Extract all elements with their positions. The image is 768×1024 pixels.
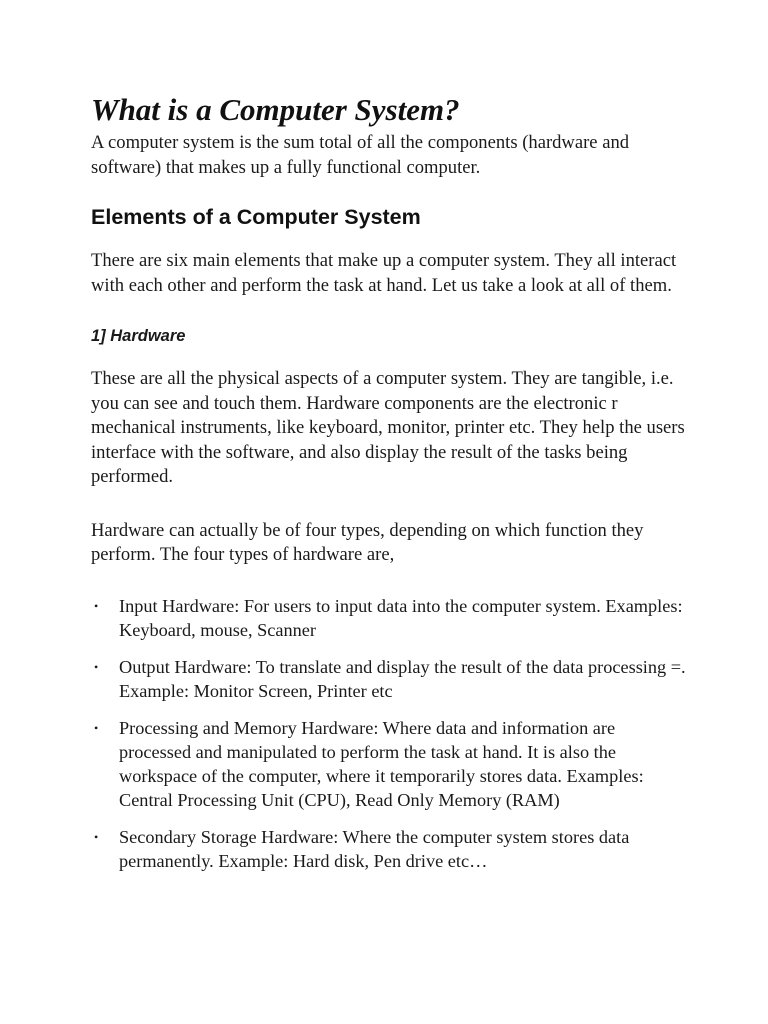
hardware-heading: 1] Hardware — [91, 327, 186, 345]
six-elements-paragraph: There are six main elements that make up a computer system. They all interact with each other and perform the task at hand. Let us take a look at all of them. — [91, 250, 677, 296]
list-item-text: Input Hardware: For users to input data into the computer system. Examples: Keyboard, mouse, Scanner — [119, 595, 683, 640]
intro-paragraph: A computer system is the sum total of all the components (hardware and software) that makes up a fully functional computer. — [91, 132, 630, 178]
list-item-output-hardware — [91, 655, 691, 703]
bullet-icon: • — [94, 720, 99, 735]
hardware-description-paragraph: These are all the physical aspects of a computer system. They are tangible, i.e. you can see and touch them. Hardware components are the electronic r mechanical instruments, like keyboard, monitor, printer etc. They help the users interface with the software, and also display the result of the tasks being performed. — [91, 368, 685, 487]
list-item-text: Secondary Storage Hardware: Where the computer system stores data permanently. Example: Hard disk, Pen drive etc… — [119, 826, 630, 871]
list-item-input-hardware — [91, 594, 691, 642]
bullet-icon: • — [94, 598, 99, 613]
list-item-secondary-storage-hardware — [91, 825, 691, 873]
elements-heading: Elements of a Computer System — [91, 205, 421, 229]
document-page — [91, 92, 691, 886]
list-item-text: Processing and Memory Hardware: Where data and information are processed and manipulated to perform the task at hand. It is also the workspace of the computer, where it temporarily stores data. Examples: Central Processing Unit (CPU), Read Only Memory (RAM) — [119, 717, 644, 810]
hardware-types-list — [91, 594, 691, 873]
hardware-types-intro-paragraph: Hardware can actually be of four types, depending on which function they perform. The four types of hardware are, — [91, 519, 644, 565]
list-item-processing-memory-hardware — [91, 716, 691, 812]
bullet-icon: • — [94, 659, 99, 674]
page-title: What is a Computer System? — [91, 92, 460, 127]
bullet-icon: • — [94, 829, 99, 844]
list-item-text: Output Hardware: To translate and display the result of the data processing =. Example: Monitor Screen, Printer etc — [119, 656, 686, 701]
